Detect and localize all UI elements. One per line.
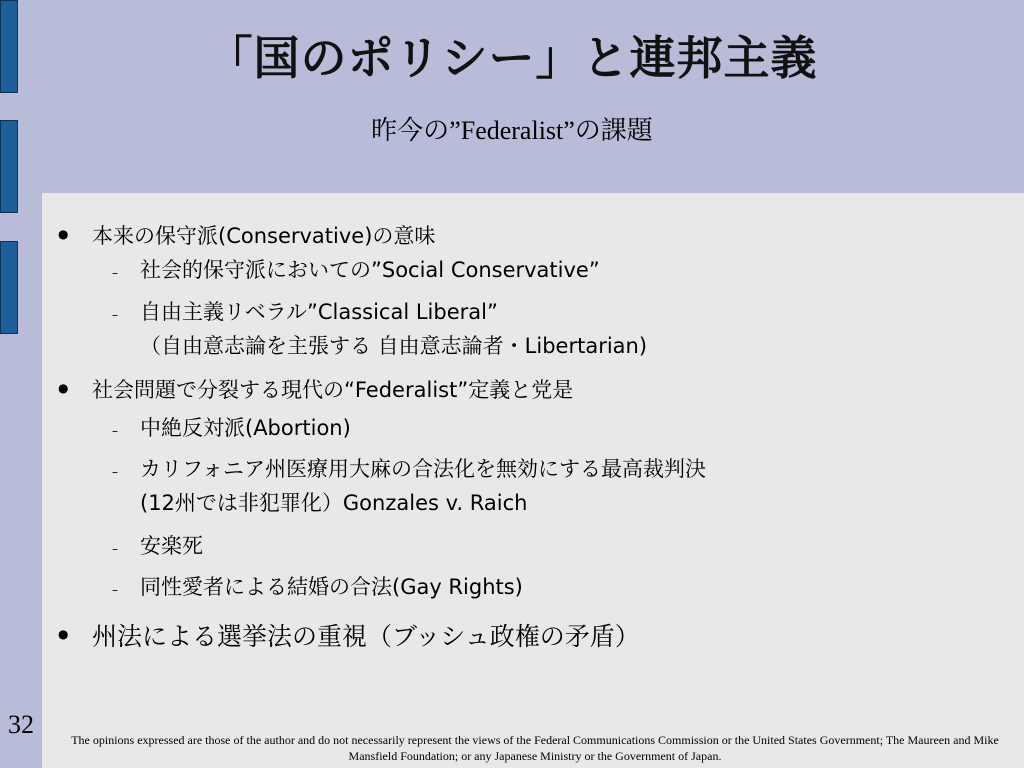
list-item-text: 社会問題で分裂する現代の“Federalist”定義と党是 [92, 378, 574, 402]
list-item-text: 同性愛者による結婚の合法(Gay Rights) [140, 575, 523, 599]
list-item [112, 411, 351, 445]
slide-title: 「国のポリシー」と連邦主義 [206, 31, 818, 85]
list-item [112, 452, 706, 520]
list-item [112, 253, 600, 287]
list-item-text: 本来の保守派(Conservative)の意味 [92, 224, 436, 248]
subtitle-prefix: 昨今の [371, 116, 450, 146]
list-item [112, 529, 203, 563]
dash-icon: – [112, 266, 118, 280]
list-item-text-continued: （自由意志論を主張する 自由意志論者・Libertarian) [140, 334, 648, 358]
bullet-icon: ● [58, 227, 69, 241]
list-item [58, 220, 436, 250]
dash-icon: – [112, 308, 118, 322]
list-item [112, 295, 648, 363]
slide-subtitle [0, 110, 1024, 147]
list-item-text-continued: (12州では非犯罪化）Gonzales v. Raich [140, 491, 528, 515]
list-item-text: カリフォニア州医療用大麻の合法化を無効にする最高裁判決 [140, 457, 706, 481]
list-item-text: 中絶反対派(Abortion) [140, 416, 351, 440]
side-decoration-bar [0, 241, 18, 334]
list-item-text: 社会的保守派においての”Social Conservative” [140, 258, 600, 282]
subtitle-suffix: の課題 [574, 116, 653, 146]
list-item-text: 自由主義リベラル”Classical Liberal” [140, 300, 498, 324]
disclaimer-footer: The opinions expressed are those of the author and do not necessarily represent the views of the Federal Communications Commission or the United States Government; The Maureen and Mike Mansfield Foundation; or any Japanese Ministry or the Government of Japan. [71, 733, 999, 763]
dash-icon: – [112, 583, 118, 597]
page-number: 32 [8, 710, 34, 739]
content-box [42, 193, 1024, 768]
bullet-icon: ● [58, 627, 69, 641]
list-item-text: 州法による選挙法の重視（ブッシュ政権の矛盾） [92, 622, 640, 651]
list-item [58, 374, 574, 404]
list-item-text: 安楽死 [140, 534, 203, 558]
subtitle-quoted: ”Federalist” [449, 116, 575, 145]
dash-icon: – [112, 542, 118, 556]
dash-icon: – [112, 465, 118, 479]
list-item [112, 570, 523, 604]
list-item [58, 617, 640, 653]
dash-icon: – [112, 424, 118, 438]
bullet-icon: ● [58, 381, 69, 395]
